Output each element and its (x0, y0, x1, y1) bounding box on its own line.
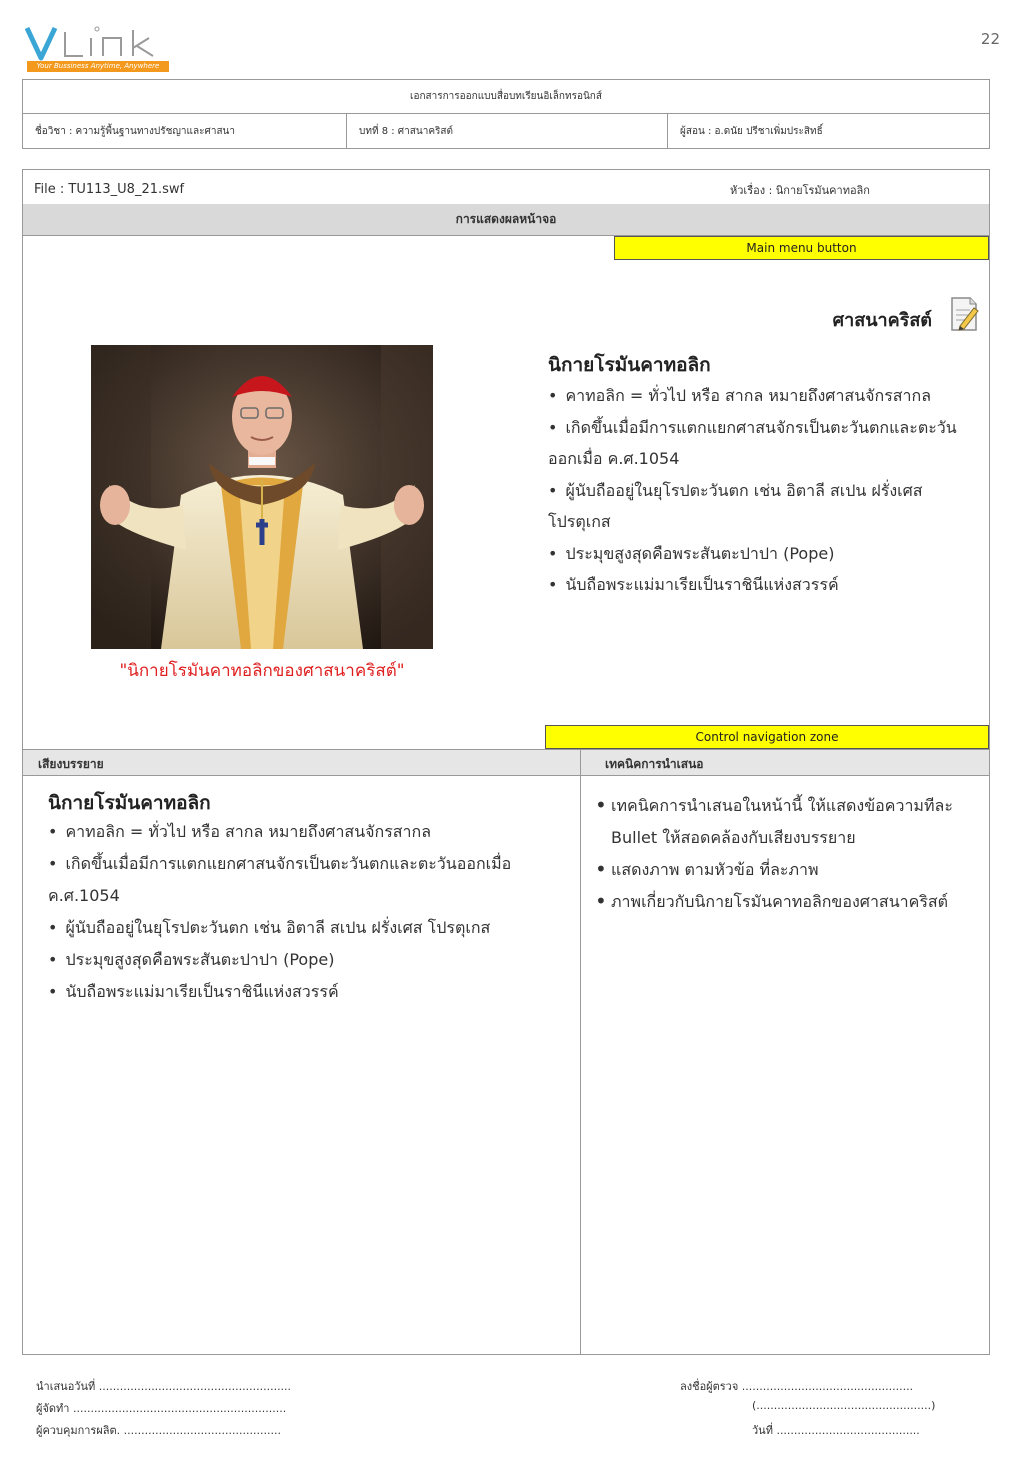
list-item: • เทคนิคการนำเสนอในหน้านี้ ให้แสดงข้อความทีละ Bullet ให้สอดคล้องกับเสียงบรรยาย (595, 790, 975, 854)
topic-title: หัวเรื่อง : นิกายโรมันคาทอลิก (730, 184, 870, 197)
list-item: • เกิดขึ้นเมื่อมีการแตกแยกศาสนจักรเป็นตะวันตกและตะวันออกเมื่อ ค.ศ.1054 (48, 848, 563, 912)
list-item: • แสดงภาพ ตามหัวข้อ ที่ละภาพ (595, 854, 975, 886)
document-title: เอกสารการออกแบบสื่อบทเรียนอิเล็กทรอนิกส์ (23, 80, 989, 114)
list-item: • คาทอลิก = ทั่วไป หรือ สากล หมายถึงศาสนจักรสากล (48, 816, 563, 848)
production-controller-field: ผู้ควบคุมการผลิต. ............................................. (36, 1424, 281, 1437)
list-item: • ภาพเกี่ยวกับนิกายโรมันคาทอลิกของศาสนาคริสต์ (595, 886, 975, 918)
list-item: • ผู้นับถืออยู่ในยุโรปตะวันตก เช่น อิตาลี สเปน ฝรั่งเศส โปรตุเกส (548, 475, 973, 538)
cardinal-photo (91, 345, 433, 649)
presented-date-field: นำเสนอวันที่ ....................................................... (36, 1380, 292, 1393)
file-info-row (23, 170, 989, 205)
document-header-table (22, 79, 990, 149)
narration-bullet-list (48, 816, 563, 1008)
narration-title: นิกายโรมันคาทอลิก (48, 792, 211, 814)
vlink-logo (25, 24, 175, 76)
bottom-section-header (23, 749, 989, 776)
subject-name: ชื่อวิชา : ความรู้พื้นฐานทางปรัชญาและศาสนา (35, 126, 236, 137)
content-bullet-list (548, 380, 973, 601)
image-caption: "นิกายโรมันคาทอลิกของศาสนาคริสต์" (119, 661, 405, 681)
narration-header: เสียงบรรยาย (38, 757, 104, 771)
producer-field: ผู้จัดทำ ............................................................. (36, 1402, 287, 1415)
list-item: • ประมุขสูงสุดคือพระสันตะปาปา (Pope) (548, 538, 973, 570)
content-title: นิกายโรมันคาทอลิก (548, 354, 711, 376)
list-item: • นับถือพระแม่มาเรียเป็นราชินีแห่งสวรรค์ (548, 569, 973, 601)
control-navigation-zone[interactable]: Control navigation zone (545, 725, 989, 749)
list-item: • ประมุขสูงสุดคือพระสันตะปาปา (Pope) (48, 944, 563, 976)
reviewer-signature-field: ลงชื่อผู้ตรวจ ................................................. (680, 1380, 914, 1393)
main-menu-button-zone[interactable]: Main menu button (614, 236, 989, 260)
review-date-field: วันที่ ......................................... (752, 1424, 920, 1437)
list-item: • นับถือพระแม่มาเรียเป็นราชินีแห่งสวรรค์ (48, 976, 563, 1008)
logo-tagline: Your Bussiness Anytime, Anywhere (27, 61, 169, 72)
list-item: • ผู้นับถืออยู่ในยุโรปตะวันตก เช่น อิตาลี สเปน ฝรั่งเศส โปรตุเกส (48, 912, 563, 944)
slide-title: ศาสนาคริสต์ (832, 310, 932, 331)
chapter-name: บทที่ 8 : ศาสนาคริสต์ (346, 114, 667, 149)
reviewer-name-field: (..................................................) (752, 1399, 936, 1412)
instructor-name: ผู้สอน : อ.ดนัย ปรีชาเพิ่มประสิทธิ์ (667, 114, 989, 149)
list-item: • เกิดขึ้นเมื่อมีการแตกแยกศาสนจักรเป็นตะวันตกและตะวันออกเมื่อ ค.ศ.1054 (548, 412, 973, 475)
list-item: • คาทอลิก = ทั่วไป หรือ สากล หมายถึงศาสนจักรสากล (548, 380, 973, 412)
technique-header: เทคนิคการนำเสนอ (605, 757, 704, 771)
note-edit-icon[interactable] (948, 294, 980, 334)
column-divider (580, 749, 581, 1354)
file-name: File : TU113_U8_21.swf (34, 182, 185, 197)
display-section-header: การแสดงผลหน้าจอ (23, 204, 989, 236)
page-number: 22 (980, 30, 1000, 48)
logo-wordmark (25, 24, 175, 62)
technique-bullet-list (595, 790, 975, 918)
